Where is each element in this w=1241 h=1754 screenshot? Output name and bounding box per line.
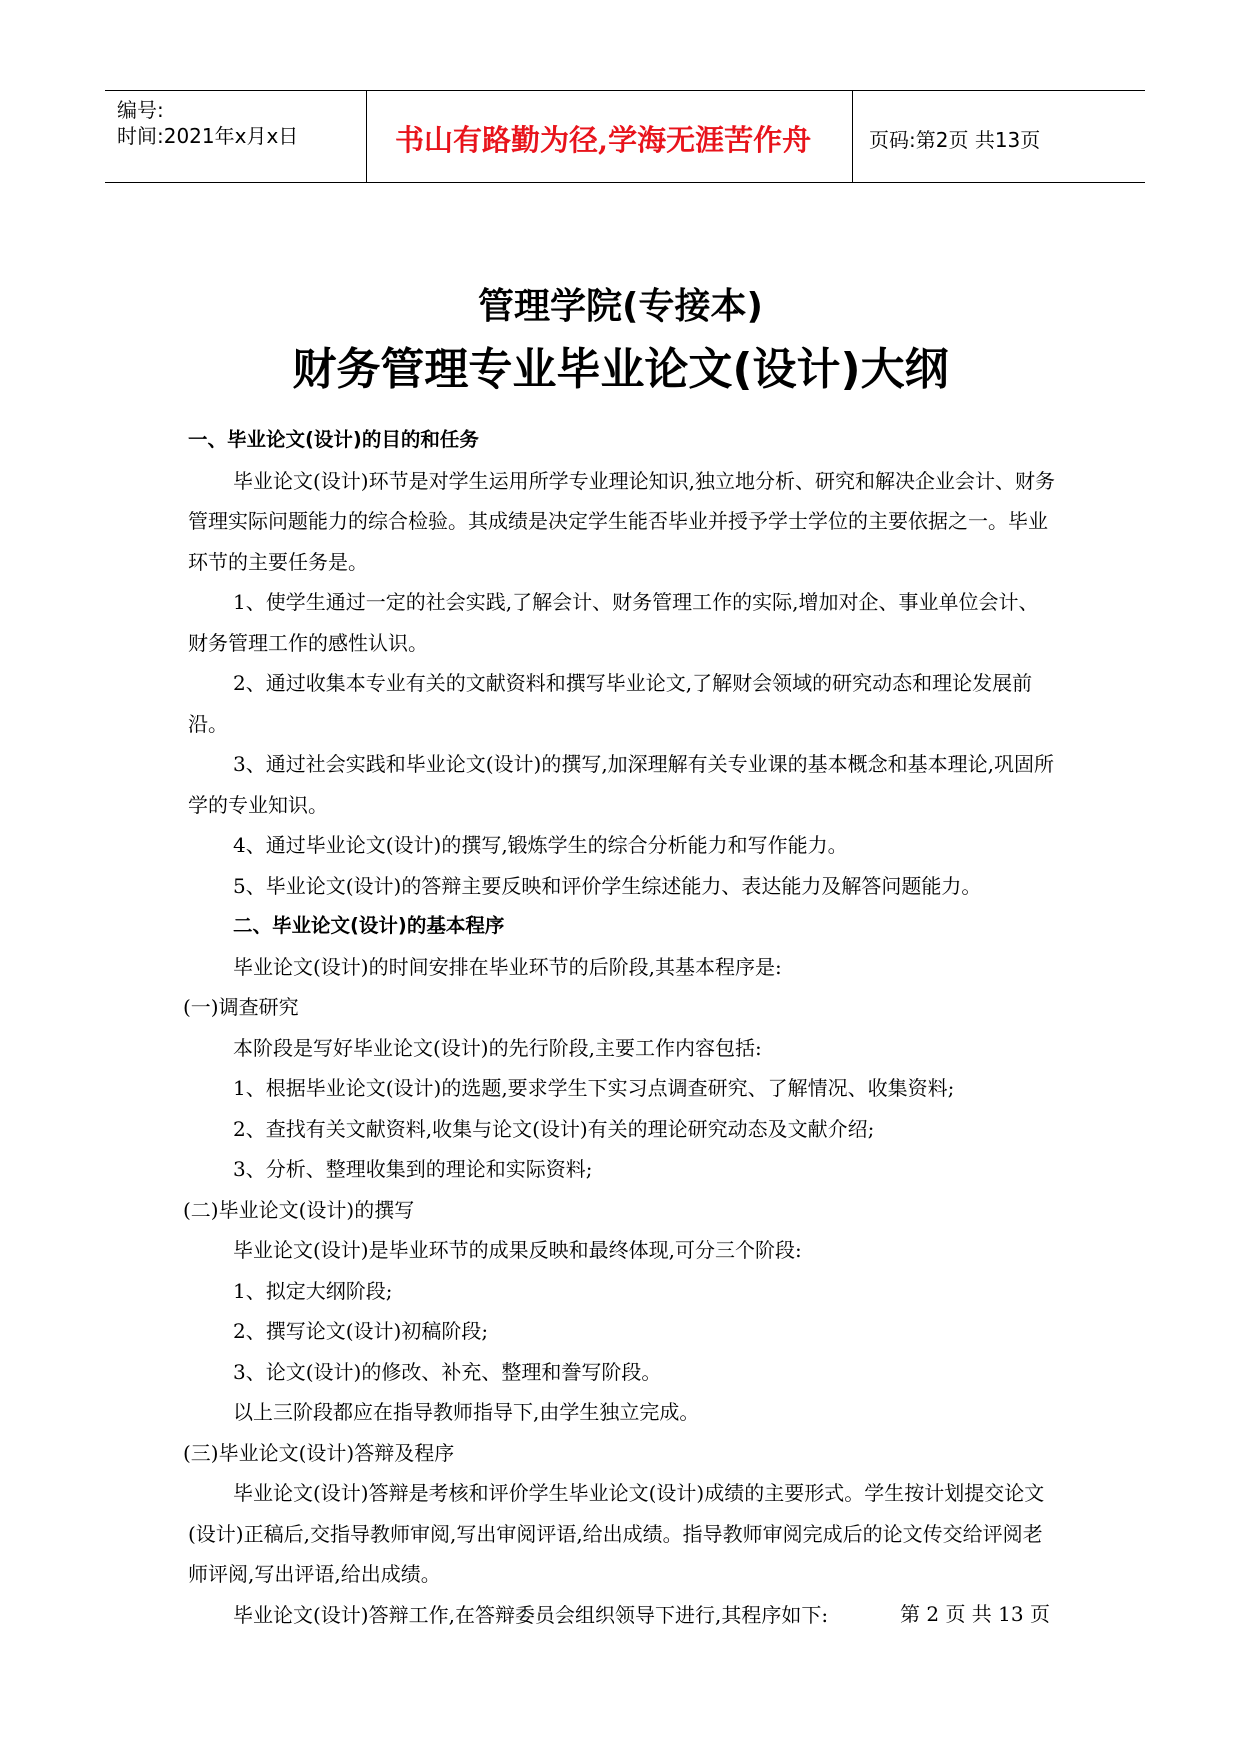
section-heading-2: 二、毕业论文(设计)的基本程序 [233,914,505,937]
document-body [183,420,1058,1635]
paragraph: 毕业论文(设计)答辩工作,在答辩委员会组织领导下进行,其程序如下: [233,1602,829,1627]
header-top-rule [105,90,1145,91]
paragraph: 毕业论文(设计)的时间安排在毕业环节的后阶段,其基本程序是: [233,954,782,979]
header-divider-left [366,90,367,183]
document-subtitle: 管理学院(专接本) [478,286,763,327]
header-page-label: 页码:第2页 共13页 [869,128,1041,152]
section-heading-1: 一、毕业论文(设计)的目的和任务 [188,428,479,451]
subsection-heading-1: (一)调查研究 [183,995,299,1019]
list-item: 2、查找有关文献资料,收集与论文(设计)有关的理论研究动态及文献介绍; [233,1116,875,1141]
list-item: 1、根据毕业论文(设计)的选题,要求学生下实习点调查研究、了解情况、收集资料; [233,1076,955,1100]
paragraph: 4、通过毕业论文(设计)的撰写,锻炼学生的综合分析能力和写作能力。 [233,833,848,857]
list-item: 3、分析、整理收集到的理论和实际资料; [233,1157,593,1181]
list-item: 2、撰写论文(设计)初稿阶段; [233,1319,489,1343]
list-item: 3、论文(设计)的修改、补充、整理和誊写阶段。 [233,1359,662,1384]
list-item: 1、拟定大纲阶段; [233,1278,393,1303]
document-time-label: 时间:2021年x月x日 [117,124,299,148]
paragraph: 3、通过社会实践和毕业论文(设计)的撰写,加深理解有关专业课的基本概念和基本理论,巩固所学的专业知识。 [188,752,1055,817]
paragraph: 毕业论文(设计)是毕业环节的成果反映和最终体现,可分三个阶段: [233,1238,802,1262]
header-divider-right [852,90,853,183]
header-motto: 书山有路勤为径,学海无涯苦作舟 [395,123,812,157]
document-title: 财务管理专业毕业论文(设计)大纲 [292,344,949,395]
paragraph: 5、毕业论文(设计)的答辩主要反映和评价学生综述能力、表达能力及解答问题能力。 [233,873,982,898]
paragraph: 1、使学生通过一定的社会实践,了解会计、财务管理工作的实际,增加对企、事业单位会计、财务管理工作的感性认识。 [188,590,1039,655]
paragraph: 2、通过收集本专业有关的文献资料和撰写毕业论文,了解财会领域的研究动态和理论发展前沿。 [188,671,1033,736]
paragraph: 本阶段是写好毕业论文(设计)的先行阶段,主要工作内容包括: [233,1035,762,1060]
page-footer: 第 2 页 共 13 页 [900,1602,1050,1626]
subsection-heading-3: (三)毕业论文(设计)答辩及程序 [183,1440,455,1465]
subsection-heading-2: (二)毕业论文(设计)的撰写 [183,1197,415,1222]
document-number-label: 编号: [117,98,164,122]
paragraph: 毕业论文(设计)答辩是考核和评价学生毕业论文(设计)成绩的主要形式。学生按计划提交论文(设计)正稿后,交指导教师审阅,写出审阅评语,给出成绩。指导教师审阅完成后的论文传交给评阅老师评阅,写出评语,给出成绩。 [188,1481,1045,1586]
header-bottom-rule [105,182,1145,183]
paragraph: 毕业论文(设计)环节是对学生运用所学专业理论知识,独立地分析、研究和解决企业会计、财务管理实际问题能力的综合检验。其成绩是决定学生能否毕业并授予学士学位的主要依据之一。毕业环节的主要任务是。 [188,468,1055,574]
paragraph: 以上三阶段都应在指导教师指导下,由学生独立完成。 [233,1400,700,1424]
